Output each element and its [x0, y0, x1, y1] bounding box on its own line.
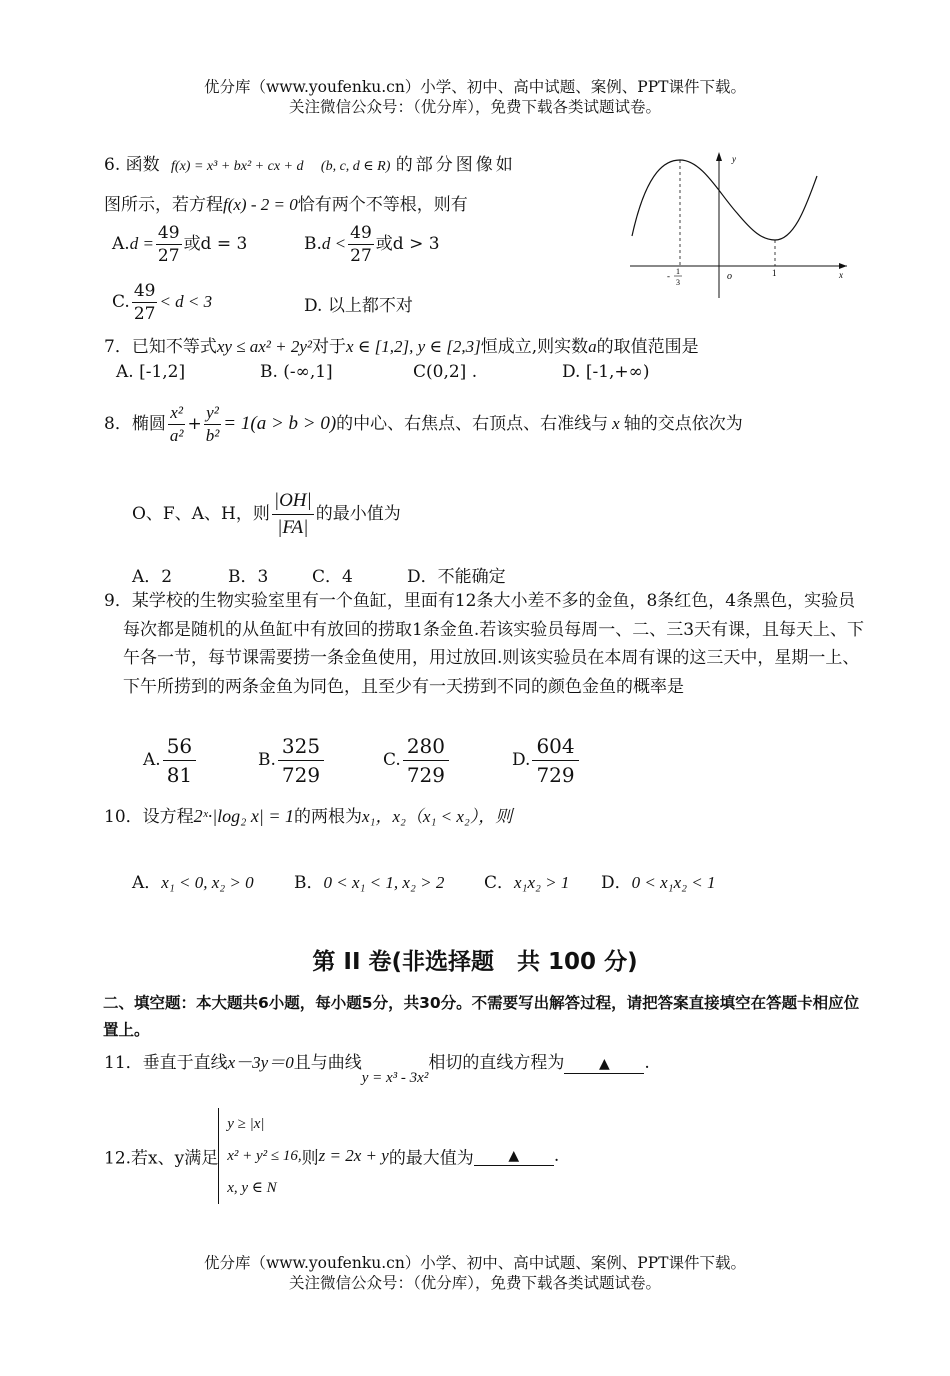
q6-a-pre: d = [129, 234, 154, 253]
graph-tick-neg-num: 1 [676, 267, 680, 276]
q12-end: . [553, 1146, 560, 1166]
q6-c-post: < d < 3 [159, 292, 213, 311]
q8-text-2: 轴的交点依次为 [623, 414, 743, 434]
q9-option-b [258, 732, 326, 789]
footer-line-2: 关注微信公众号：（优分库），免费下载各类试题试卷。 [288, 1274, 661, 1292]
q6-option-b [304, 222, 440, 267]
q6-b-pre: d < [321, 234, 347, 253]
q6-text-1: 的部分图像如 [395, 155, 516, 175]
q10-equation: 2ˣ·|log₂ x| = 1 [193, 806, 295, 826]
q8-fa: |FA| [277, 517, 309, 538]
q6-c-label: C. [112, 292, 130, 312]
header-line-2: 关注微信公众号：（优分库），免费下载各类试题试卷。 [288, 98, 661, 116]
q9-d-num: 604 [532, 732, 578, 761]
q11-curve: y = x³ - 3x² [361, 1070, 429, 1086]
q11-text-c: 相切的直线方程为 [428, 1053, 565, 1073]
q8-text: 的中心、右焦点、右顶点、右准线与 [336, 414, 609, 434]
graph-curve [632, 160, 817, 240]
q8-text-3: O、F、A、H，则 [132, 504, 270, 524]
q9-b-den: 729 [281, 763, 321, 787]
q6-b-den: 27 [350, 246, 372, 266]
q6-b-post: 或d > 3 [375, 234, 440, 254]
q10-b-label: B． [294, 873, 324, 893]
q8-option-a: A．2 [132, 567, 173, 587]
graph-y-label: y [732, 154, 736, 164]
q10-option-b [294, 868, 444, 893]
q11-end: . [644, 1053, 650, 1073]
q6-function: f(x) = x³ + bx² + cx + d [171, 159, 304, 174]
q6-equation: f(x) - 2 = 0 [223, 195, 298, 214]
q6-number: 6. 函数 [104, 155, 160, 175]
q6-a-label: A. [112, 234, 130, 254]
q8-x-num: x² [168, 402, 186, 425]
q9-option-d [512, 732, 581, 789]
q10-b-math: 0 < x₁ < 1, x₂ > 2 [323, 873, 445, 892]
q8-line-2 [132, 488, 401, 541]
q8-number: 8．椭圆 [104, 414, 166, 434]
q9-b-num: 325 [278, 732, 324, 761]
q8-option-c: C．4 [312, 567, 353, 587]
graph-y-arrow-icon [716, 152, 722, 161]
graph-tick-neg-den: 3 [676, 278, 680, 287]
q9-c-den: 729 [406, 763, 445, 787]
q10-stem [104, 802, 512, 827]
q6-option-a [112, 222, 247, 267]
q10-d-math: 0 < x₁x₂ < 1 [631, 873, 716, 892]
q9-a-den: 81 [166, 763, 193, 787]
q9-b-label: B. [258, 750, 276, 770]
q10-roots: x₁，x₂（x₁ < x₂），则 [362, 807, 513, 826]
q10-text-b: 的两根为 [294, 807, 363, 827]
q7-text-d: 的取值范围是 [596, 337, 699, 357]
q12-constraint-2: x² + y² ≤ 16, [227, 1148, 302, 1164]
q10-option-c [484, 868, 569, 893]
graph-tick-neg-sign: - [667, 271, 670, 281]
q7-stem [104, 332, 699, 357]
q7-domain: x ∈ [1,2], y ∈ [2,3] [346, 337, 481, 356]
section-2-instructions: 二、填空题：本大题共6小题，每小题5分，共30分。不需要写出解答过程，请把答案直接填空在答题卡相应位置上。 [103, 994, 860, 1039]
q8-b-den: b² [205, 426, 220, 445]
q10-option-a [132, 868, 254, 893]
q6-c-den: 27 [133, 304, 156, 324]
q10-c-label: C． [484, 873, 515, 893]
q11-stem [104, 1048, 650, 1086]
q6-c-num: 49 [133, 281, 156, 301]
q9-c-label: C. [383, 750, 401, 770]
q6-text-2: 图所示，若方程 [104, 195, 223, 215]
q9-d-den: 729 [536, 763, 575, 787]
q7-option-b: B. (-∞,1] [260, 362, 333, 382]
q8-stem [104, 402, 743, 447]
q6-a-post: 或d = 3 [183, 234, 248, 254]
q12-constraint-1: y ≥ |x| [227, 1116, 265, 1132]
q8-text-4: 的最小值为 [315, 504, 401, 524]
q9-a-label: A. [143, 750, 161, 770]
q12-text-a: 12.若x、y满足 [104, 1148, 219, 1169]
q8-a-den: a² [169, 426, 184, 445]
q6-condition: (b, c, d ∈ R) [320, 159, 391, 174]
header-line-1: 优分库（www.youfenku.cn）小学、初中、高中试题、案例、PPT课件下载。 [203, 78, 747, 96]
q8-plus: + [187, 414, 202, 434]
q6-cubic-graph [627, 148, 852, 300]
q7-option-c: C(0,2] . [413, 362, 478, 382]
q8-option-d: D．不能确定 [407, 567, 506, 587]
q11-text-a: 11．垂直于直线 [104, 1053, 228, 1073]
q7-option-d: D. [-1,+∞) [562, 362, 650, 382]
q10-option-d [601, 868, 716, 893]
q12-constraint-3: x, y ∈ N [227, 1180, 277, 1196]
q7-option-a: A. [-1,2] [116, 362, 186, 382]
q9-a-num: 56 [163, 732, 196, 761]
q9-d-label: D. [512, 750, 531, 770]
q9-c-num: 280 [403, 732, 449, 761]
q7-text-a: 7．已知不等式 [104, 337, 217, 357]
q12-text-b: 则 [301, 1148, 319, 1169]
q8-eq-tail: = 1(a > b > 0) [223, 413, 337, 434]
graph-x-label: x [839, 270, 843, 280]
q6-b-label: B. [304, 234, 322, 254]
q12-objective: z = 2x + y [318, 1146, 389, 1165]
q6-b-num: 49 [350, 223, 372, 243]
graph-tick-pos: 1 [772, 268, 777, 278]
q9-option-c [383, 732, 451, 789]
q12-text-c: 的最大值为 [388, 1148, 474, 1169]
q10-a-math: x₁ < 0, x₂ > 0 [161, 873, 254, 892]
q6-a-den: 27 [157, 246, 180, 266]
q9-stem: 9．某学校的生物实验室里有一个鱼缸，里面有12条大小差不多的金鱼，8条红色，4条黑色，实验员每次都是随机的从鱼缸中有放回的捞取1条金鱼.若该实验员每周一、二、三3天有课，且每天上、下午各一节，每节课需要捞一条金鱼使用，用过放回.则该实验员在本周有课的这三天中，星期一上、下午所捞到的两条金鱼为同色，且至少有一天捞到不同的颜色金鱼的概率是 [104, 591, 865, 697]
q11-line: x－3y＝0 [227, 1053, 294, 1072]
q12-stem [104, 1108, 559, 1204]
q7-text-b: 对于 [312, 337, 347, 357]
graph-origin-label: o [727, 271, 732, 282]
q6-line-2 [104, 190, 468, 215]
q9-option-a [143, 732, 198, 789]
q7-inequality: xy ≤ ax² + 2y² [216, 337, 313, 356]
q10-c-math: x₁x₂ > 1 [514, 873, 570, 892]
q8-y-num: y² [204, 402, 222, 425]
graph-x-arrow-icon [839, 263, 847, 269]
q8-oh: |OH| [272, 488, 314, 515]
q10-d-label: D． [601, 873, 632, 893]
q7-text-c: 恒成立,则实数 [480, 337, 589, 357]
q11-text-b: 且与曲线 [293, 1053, 362, 1073]
q10-text-a: 10．设方程 [104, 807, 194, 827]
q12-answer-blank[interactable]: ▲ [474, 1147, 554, 1166]
q6-text-3: 恰有两个不等根，则有 [297, 195, 468, 215]
part-2-title: 第 II 卷(非选择题 共 100 分) [312, 949, 638, 975]
q11-answer-blank[interactable]: ▲ [564, 1055, 644, 1074]
q6-line-1 [104, 150, 516, 175]
q7-variable: a [588, 337, 597, 356]
q8-axis: x [612, 414, 620, 433]
q6-option-c [112, 280, 212, 325]
footer-line-1: 优分库（www.youfenku.cn）小学、初中、高中试题、案例、PPT课件下载。 [203, 1254, 747, 1272]
q10-a-label: A． [132, 873, 162, 893]
q6-option-d: D. 以上都不对 [304, 296, 413, 316]
q6-a-num: 49 [157, 223, 180, 243]
q8-option-b: B．3 [228, 567, 269, 587]
q12-constraints [218, 1108, 301, 1204]
